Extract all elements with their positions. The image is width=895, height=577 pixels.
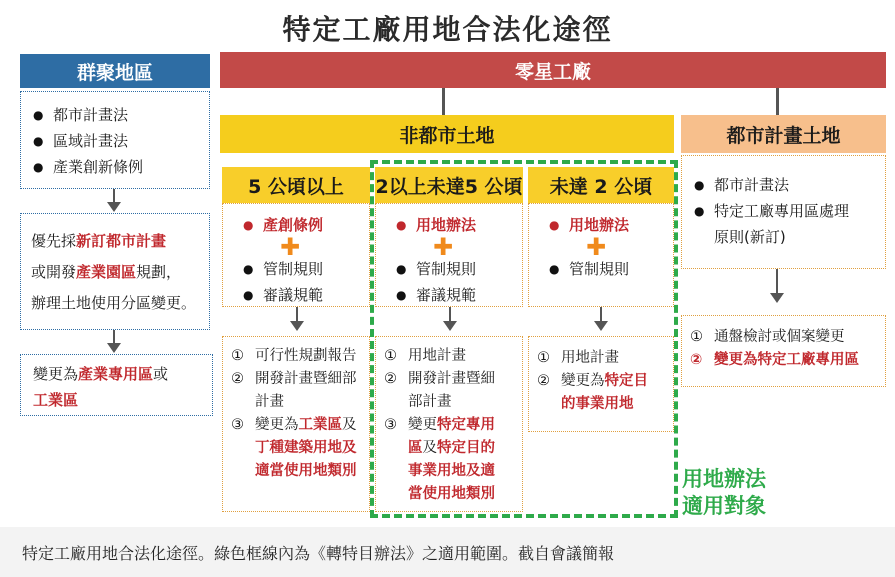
list-item-continuation: 原則(新訂) xyxy=(714,228,786,246)
list-item: ● 產創條例 xyxy=(237,212,365,238)
list-item: ● 都市計畫法 xyxy=(688,172,881,198)
list-item: ● 管制規則 xyxy=(543,256,669,282)
arrow-down-icon xyxy=(290,321,304,331)
arrow-down-icon xyxy=(107,343,121,353)
result-highlight: 產業專用區 xyxy=(78,365,154,383)
applicable-scope-frame xyxy=(370,160,678,518)
list-item: ● 管制規則 xyxy=(237,256,365,282)
plus-icon: ✚ xyxy=(279,233,301,261)
list-item: ● 管制規則 xyxy=(390,256,518,282)
result-text: 或 xyxy=(153,365,169,383)
list-item: ● 區域計畫法 xyxy=(27,128,203,154)
list-item: ● 用地辦法 xyxy=(390,212,518,238)
list-item: ● 特定工廠專用區處理 xyxy=(688,198,881,224)
connector-line xyxy=(776,269,778,294)
list-item: ● 審議規範 xyxy=(237,282,365,308)
list-item: ① 用地計畫 xyxy=(537,350,619,366)
list-item: ② 變更為特定目 的事業用地 xyxy=(537,373,648,412)
urban-steps-box xyxy=(681,315,886,387)
list-item: ① 可行性規劃報告 xyxy=(231,348,357,364)
col1-header: 5 公頃以上 xyxy=(222,167,370,203)
list-item: ● 審議規範 xyxy=(390,282,518,308)
connector-line xyxy=(442,88,445,115)
scattered-header: 零星工廠 xyxy=(220,52,886,88)
urban-laws-box xyxy=(681,155,886,269)
applicable-scope-label xyxy=(682,466,802,520)
plus-icon: ✚ xyxy=(585,233,607,261)
applicable-scope-label-line: 適用對象 xyxy=(682,494,766,518)
priority-highlight: 產業園區 xyxy=(76,263,137,281)
list-item: ● 產業創新條例 xyxy=(27,154,203,180)
connector-line xyxy=(296,307,298,322)
list-item: ① 用地計畫 xyxy=(384,348,466,364)
cluster-result-box xyxy=(20,354,213,416)
col1-steps-box xyxy=(222,336,370,512)
list-item: ② 變更為特定工廠專用區 xyxy=(690,352,859,368)
list-item: ● 用地辦法 xyxy=(543,212,669,238)
result-text: 變更為 xyxy=(33,365,79,383)
connector-line xyxy=(113,189,115,203)
col3-header: 未達 2 公頃 xyxy=(528,167,674,203)
list-item: ③ 變更為工業區及 丁種建築用地及 適當使用地類別 xyxy=(231,417,357,479)
priority-text: 辦理土地使用分區變更。 xyxy=(31,294,197,312)
connector-line xyxy=(113,330,115,344)
non-urban-header: 非都市土地 xyxy=(220,115,674,153)
cluster-header: 群聚地區 xyxy=(20,54,210,88)
cluster-laws-box xyxy=(20,91,210,189)
connector-line xyxy=(776,88,779,115)
list-item: ② 開發計畫暨細 部計畫 xyxy=(384,371,495,410)
result-highlight: 工業區 xyxy=(33,391,79,409)
urban-header: 都市計畫土地 xyxy=(681,115,886,153)
list-item: ③ 變更特定專用 區及特定目的 事業用地及適 當使用地類別 xyxy=(384,417,495,502)
applicable-scope-label-line: 用地辦法 xyxy=(682,467,766,491)
priority-text: 優先採 xyxy=(31,232,77,250)
cluster-priority-box xyxy=(20,213,210,330)
priority-text: 規劃， xyxy=(136,263,182,281)
plus-icon: ✚ xyxy=(432,233,454,261)
list-item: ② 開發計畫暨細部 計畫 xyxy=(231,371,357,410)
cluster-laws-list xyxy=(27,102,203,180)
priority-text: 或開發 xyxy=(31,263,77,281)
priority-highlight: 新訂都市計畫 xyxy=(76,232,167,250)
figure-caption: 特定工廠用地合法化途徑。綠色框線內為《轉特目辦法》之適用範圍。截自會議簡報 xyxy=(0,527,895,577)
col2-header: 2以上未達5 公頃 xyxy=(375,167,523,203)
arrow-down-icon xyxy=(770,293,784,303)
col1-laws-box xyxy=(222,203,370,307)
list-item: ① 通盤檢討或個案變更 xyxy=(690,329,845,345)
page-title: 特定工廠用地合法化途徑 xyxy=(282,13,613,46)
list-item: ● 都市計畫法 xyxy=(27,102,203,128)
arrow-down-icon xyxy=(107,202,121,212)
